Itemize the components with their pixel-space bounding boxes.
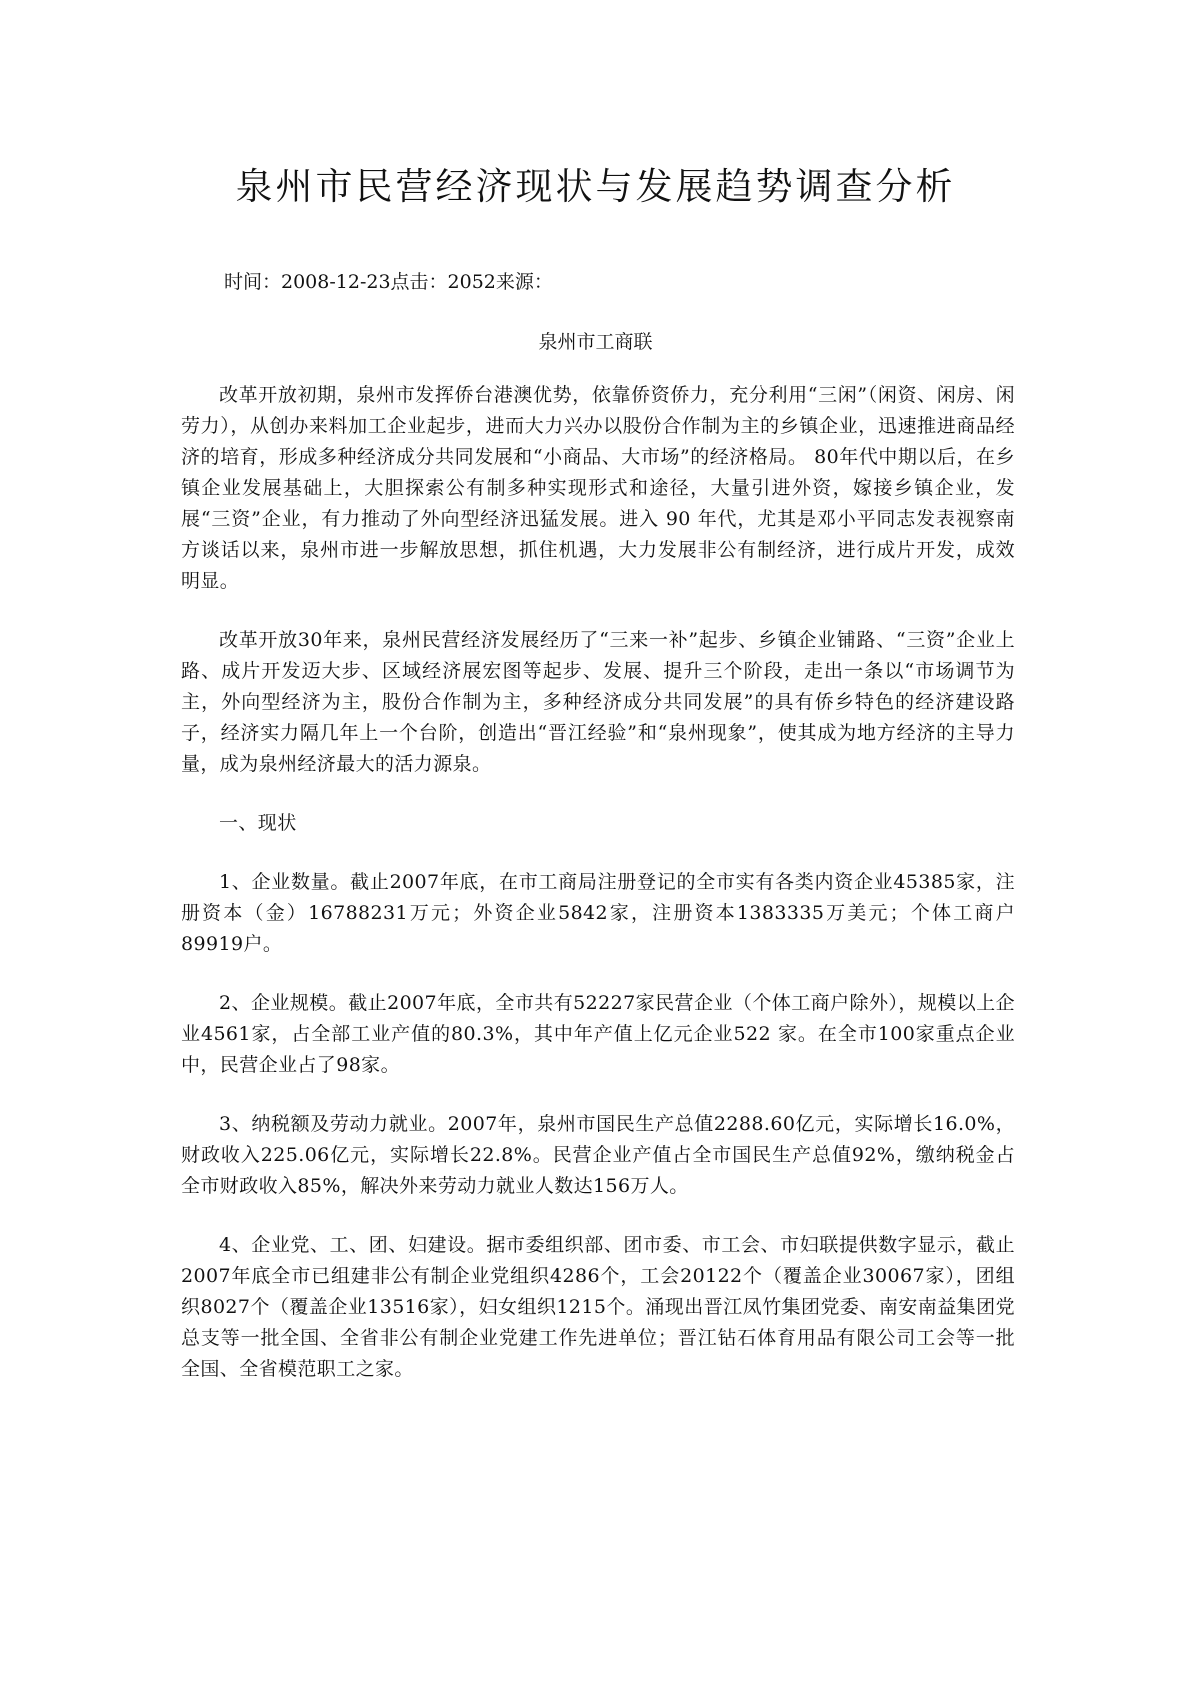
- article-title: 泉州市民营经济现状与发展趋势调查分析: [235, 165, 956, 208]
- status-item-party-union-building: 4、企业党、工、团、妇建设。据市委组织部、团市委、市工会、市妇联提供数字显示，截止2007年底全市已组建非公有制企业党组织4286个，工会20122个（覆盖企业30067家），团组织8027个（覆盖企业13516家），妇女组织1215个。涌现出晋江凤竹集团党委、南安南益集团党总支等一批全国、全省非公有制企业党建工作先进单位；晋江钻石体育用品有限公司工会等一批全国、全省模范职工之家。: [181, 1234, 1015, 1380]
- status-item-enterprise-scale: 2、企业规模。截止2007年底，全市共有52227家民营企业（个体工商户除外），规模以上企业4561家，占全部工业产值的80.3%，其中年产值上亿元企业522 家。在全市100家重点企业中，民营企业占了98家。: [181, 992, 1015, 1076]
- intro-paragraph-2: 改革开放30年来，泉州民营经济发展经历了“三来一补”起步、乡镇企业铺路、“三资”企业上路、成片开发迈大步、区域经济展宏图等起步、发展、提升三个阶段，走出一条以“市场调节为主，外向型经济为主，股份合作制为主，多种经济成分共同发展”的具有侨乡特色的经济建设路子，经济实力隔几年上一个台阶，创造出“晋江经验”和“泉州现象”，使其成为地方经济的主导力量，成为泉州经济最大的活力源泉。: [181, 629, 1015, 775]
- status-item-tax-employment: 3、纳税额及劳动力就业。2007年，泉州市国民生产总值2288.60亿元，实际增长16.0%，财政收入225.06亿元，实际增长22.8%。民营企业产值占全市国民生产总值92%，缴纳税金占全市财政收入85%，解决外来劳动力就业人数达156万人。: [181, 1113, 1015, 1197]
- article-meta: 时间：2008-12-23点击：2052来源：: [224, 271, 553, 293]
- article-author: 泉州市工商联: [538, 331, 653, 353]
- status-item-enterprise-count: 1、企业数量。截止2007年底，在市工商局注册登记的全市实有各类内资企业45385家，注册资本（金）16788231万元；外资企业5842家，注册资本1383335万美元；个体工商户89919户。: [181, 871, 1015, 955]
- intro-paragraph-1: 改革开放初期，泉州市发挥侨台港澳优势，依靠侨资侨力，充分利用“三闲”（闲资、闲房、闲劳力），从创办来料加工企业起步，进而大力兴办以股份合作制为主的乡镇企业，迅速推进商品经济的培育，形成多种经济成分共同发展和“小商品、大市场”的经济格局。 80年代中期以后，在乡镇企业发展基础上，大胆探索公有制多种实现形式和途径，大量引进外资，嫁接乡镇企业，发展“三资”企业，有力推动了外向型经济迅猛发展。进入 90 年代，尤其是邓小平同志发表视察南方谈话以来，泉州市进一步解放思想，抓住机遇，大力发展非公有制经济，进行成片开发，成效明显。: [181, 384, 1015, 592]
- article-body: [181, 380, 1015, 1413]
- section-heading-status: 一、现状: [219, 812, 297, 834]
